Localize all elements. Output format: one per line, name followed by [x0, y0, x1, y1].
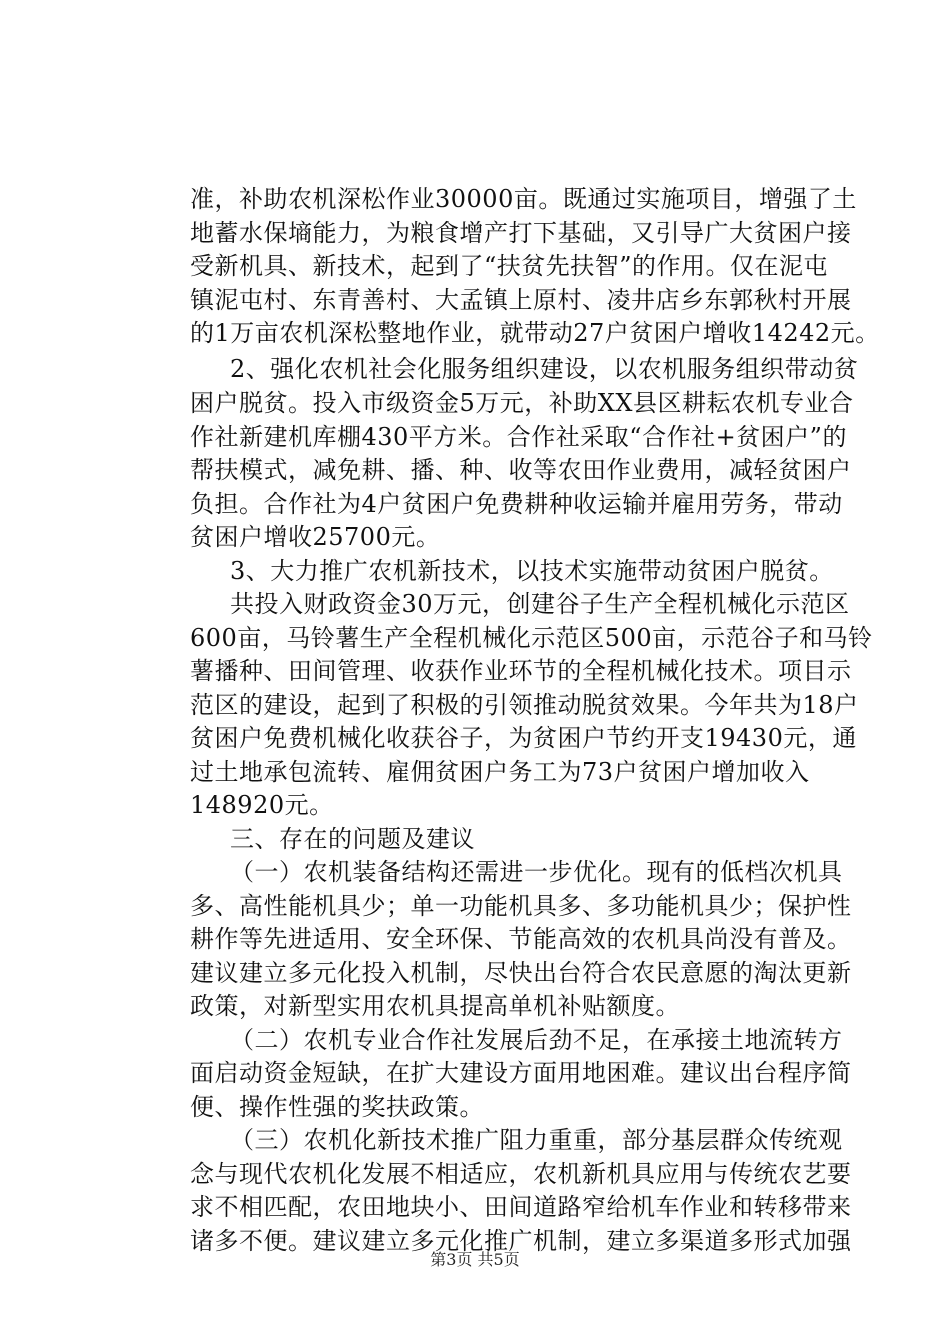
- text-line: 负担。合作社为4户贫困户免费耕种收运输并雇用劳务，带动: [190, 490, 843, 518]
- text-line: 的1万亩农机深松整地作业，就带动27户贫困户增收14242元。: [190, 319, 880, 347]
- text-line: 2、强化农机社会化服务组织建设，以农机服务组织带动贫: [230, 355, 859, 383]
- text-line: 耕作等先进适用、安全环保、节能高效的农机具尚没有普及。: [190, 925, 852, 953]
- page-number: 第3页 共5页: [430, 1250, 520, 1269]
- text-line: 地蓄水保墒能力，为粮食增产打下基础，又引导广大贫困户接: [190, 219, 852, 247]
- text-line: （二）农机专业合作社发展后劲不足，在承接土地流转方: [230, 1026, 843, 1054]
- section-heading: 三、存在的问题及建议: [230, 825, 475, 853]
- text-line: 受新机具、新技术，起到了“扶贫先扶智”的作用。仅在泥屯: [190, 252, 829, 280]
- text-line: （三）农机化新技术推广阻力重重，部分基层群众传统观: [230, 1126, 843, 1154]
- text-line: 困户脱贫。投入市级资金5万元，补助XX县区耕耘农机专业合: [190, 389, 854, 417]
- text-line: 建议建立多元化投入机制，尽快出台符合农民意愿的淘汰更新: [190, 959, 852, 987]
- text-line: 共投入财政资金30万元，创建谷子生产全程机械化示范区: [230, 590, 850, 618]
- text-line: 600亩，马铃薯生产全程机械化示范区500亩，示范谷子和马铃: [190, 624, 873, 652]
- text-line: 作社新建机库棚430平方米。合作社采取“合作社+贫困户”的: [190, 423, 847, 451]
- text-line: 多、高性能机具少；单一功能机具多、多功能机具少；保护性: [190, 892, 852, 920]
- text-line: 念与现代农机化发展不相适应，农机新机具应用与传统农艺要: [190, 1160, 852, 1188]
- text-line: 过土地承包流转、雇佣贫困户务工为73户贫困户增加收入: [190, 758, 810, 786]
- text-line: 贫困户免费机械化收获谷子，为贫困户节约开支19430元，通: [190, 724, 857, 752]
- text-line: 镇泥屯村、东青善村、大孟镇上原村、凌井店乡东郭秋村开展: [190, 286, 852, 314]
- text-line: 便、操作性强的奖扶政策。: [190, 1093, 484, 1121]
- text-line: （一）农机装备结构还需进一步优化。现有的低档次机具: [230, 858, 843, 886]
- text-line: 诸多不便。建议建立多元化推广机制，建立多渠道多形式加强: [190, 1227, 852, 1255]
- text-line: 3、大力推广农机新技术，以技术实施带动贫困户脱贫。: [230, 557, 834, 585]
- text-line: 148920元。: [190, 791, 334, 819]
- text-line: 面启动资金短缺，在扩大建设方面用地困难。建议出台程序简: [190, 1059, 852, 1087]
- text-line: 准，补助农机深松作业30000亩。既通过实施项目，增强了土: [190, 185, 857, 213]
- text-line: 政策，对新型实用农机具提高单机补贴额度。: [190, 992, 680, 1020]
- text-line: 贫困户增收25700元。: [190, 523, 441, 551]
- text-line: 薯播种、田间管理、收获作业环节的全程机械化技术。项目示: [190, 657, 852, 685]
- text-line: 帮扶模式，减免耕、播、种、收等农田作业费用，减轻贫困户: [190, 456, 852, 484]
- text-line: 求不相匹配，农田地块小、田间道路窄给机车作业和转移带来: [190, 1193, 852, 1221]
- text-line: 范区的建设，起到了积极的引领推动脱贫效果。今年共为18户: [190, 691, 859, 719]
